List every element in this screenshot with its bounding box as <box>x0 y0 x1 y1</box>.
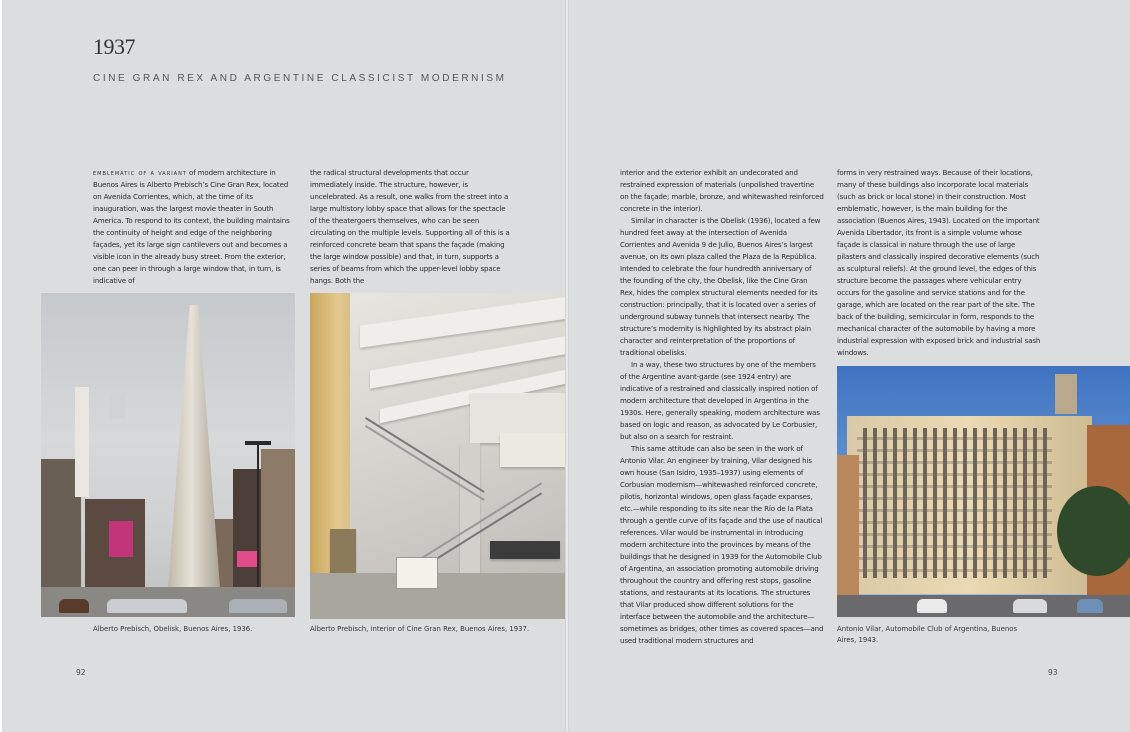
column-text: forms in very restrained ways. Because of their locations, many of these buildings also incorporate local materials (such as brick or local stone) in their construction. Most emblematic, however, is the main building for the association (Buenos Aires, 1943). Located on the important Avenida Libertador, its front is a simple volume whose façade is classical in nature through the use of large pilasters and classically inspired decorative elements (such as sculptural reliefs). At the ground level, the edges of this structure become the passages where vehicular entry occurs for the gasoline and service stations and for the garage, which are located on the rear part of the site. The back of the building, semicircular in form, responds to the mechanical character of the automobile by having a more industrial expression with exposed brick and industrial sash windows. <box>837 168 1041 357</box>
page-number-right: 93 <box>1048 668 1058 677</box>
column-text: the radical structural developments that occur immediately inside. The structure, however, is uncelebrated. As a result, one walks from the street into a large multistory lobby space that allows for the spectacle of the theatergoers themselves, who can be seen circulating on the multiple levels. Supporting all of this is a reinforced concrete beam that spans the façade (making the large window possible) and that, in turn, supports a series of beams from which the upper-level lobby space hangs. Both the <box>310 168 510 285</box>
lead-in-small-caps: emblematic of a variant <box>93 168 187 177</box>
column-text: of modern architecture in Buenos Aires is Alberto Prebisch’s Cine Gran Rex, located on Avenida Corrientes, which, at the time of its inauguration, was the largest movie theater in South America. To respond to its context, the building maintains the continuity of height and edge of the neighboring façades, yet its large sign cantilevers out and becomes a visible icon in the already busy street. From the exterior, one can peer in through a large window that, in turn, is indicative of <box>93 168 290 285</box>
caption-automobile-club: Antonio Vilar, Automobile Club of Argentina, Buenos Aires, 1943. <box>837 625 1018 644</box>
left-text-column-1 <box>93 167 293 287</box>
caption-obelisk: Alberto Prebisch, Obelisk, Buenos Aires, 1936. <box>93 625 253 633</box>
entry-year: 1937 <box>93 34 135 59</box>
entry-title: CINE GRAN REX AND ARGENTINE CLASSICIST MODERNISM <box>93 73 507 84</box>
page-number-left: 92 <box>76 668 86 677</box>
obelisk-photo <box>41 293 295 617</box>
paragraph-2: Similar in character is the Obelisk (1936), located a few hundred feet away at the intersection of Avenida Corrientes and Avenida 9 de Julio, Buenos Aires’s largest avenue, on its own plaza called the Plaza de la República. Intended to celebrate the four hundredth anniversary of the founding of the city, the Obelisk, like the Cine Gran Rex, hides the complex structural elements needed for its construction: principally, that it is located over a series of underground subway tunnels that intersect nearby. The structure’s modernity is highlighted by its abstract plain character and reinterpretation of the proportions of traditional obelisks. <box>620 216 821 357</box>
left-text-column-2 <box>310 167 510 287</box>
paragraph-1: interior and the exterior exhibit an undecorated and restrained expression of materials (unpolished travertine on the façade; marble, bronze, and whitewashed reinforced concrete in the interior). <box>620 168 824 213</box>
caption-interior: Alberto Prebisch, interior of Cine Gran Rex, Buenos Aires, 1937. <box>310 625 530 633</box>
right-text-column-1 <box>620 167 824 647</box>
gran-rex-interior-photo <box>310 293 565 619</box>
paragraph-4: This same attitude can also be seen in the work of Antonio Vilar. An engineer by training, Vilar designed his own house (San Isidro, 1935–1937) using elements of Corbusian modernism—whitewashed reinforced concrete, pilotis, horizontal windows, open glass façade expanses, etc.—while responding to its site near the Río de la Plata through a gentle curve of its façade and the use of nautical references. Vilar would be instrumental in introducing modern architecture into the provinces by means of the buildings that he designed in 1939 for the Automobile Club of Argentina, an association promoting automobile driving throughout the country and offering rest stops, gasoline stations, and restaurants at its locations. The structures that Vilar produced show different solutions for the interface between the automobile and the architecture—sometimes as bridges, other times as covered spaces—and used traditional modern structures and <box>620 444 824 645</box>
paragraph-3: In a way, these two structures by one of the members of the Argentine avant-garde (see 1924 entry) are indicative of a restrained and classically inspired notion of modern architecture that developed in Argentina in the 1930s. Here, generally speaking, modern architecture was based on logic and reason, as advocated by Le Corbusier, but also on a search for restraint. <box>620 360 820 441</box>
obelisk-shaft <box>167 305 221 601</box>
display-case <box>396 557 438 589</box>
automobile-club-photo <box>837 366 1130 617</box>
right-text-column-2 <box>837 167 1041 359</box>
